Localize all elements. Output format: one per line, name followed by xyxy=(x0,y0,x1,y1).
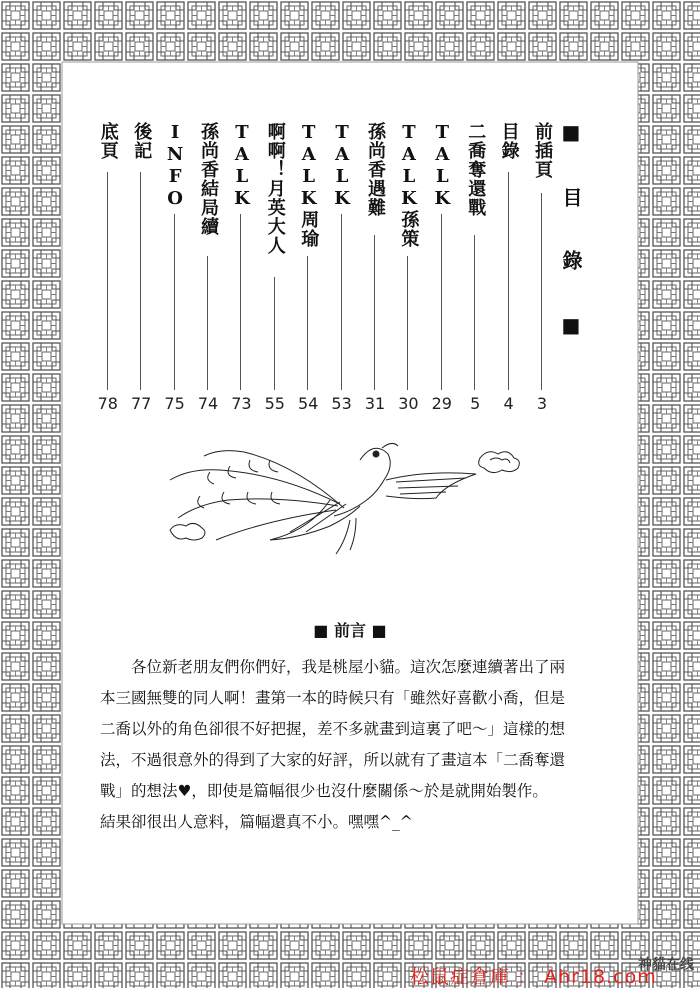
preface-line: 本三國無雙的同人啊！畫第一本的時候只有「雖然好喜歡小喬，但是 xyxy=(100,689,566,707)
preface-line: 各位新老朋友們你們好，我是桃屋小貓。這次怎麼連續著出了兩 xyxy=(131,658,566,676)
toc-entry xyxy=(293,122,323,412)
toc-entry-page: 75 xyxy=(164,394,185,413)
toc-leader-line xyxy=(508,172,509,390)
toc-entry-title: 孫尚香結局續 xyxy=(198,122,219,236)
toc-leader-line xyxy=(374,235,375,390)
toc-entry xyxy=(93,122,123,412)
preface-title: ■ 前言 ■ xyxy=(313,621,387,640)
toc-entry-page: 74 xyxy=(197,394,219,413)
toc-leader-line xyxy=(541,193,542,390)
preface-line: 戰」的想法♥，即使是篇幅很少也沒什麼關係～於是就開始製作。 xyxy=(100,782,548,800)
toc-entry-title: 後記 xyxy=(131,122,153,160)
toc-entry xyxy=(460,122,490,412)
toc-entry-title: TALK xyxy=(231,122,253,210)
toc-entry-page: 3 xyxy=(536,394,548,413)
toc-entry xyxy=(126,122,156,412)
toc-entry-page: 77 xyxy=(131,394,152,413)
toc-leader-line xyxy=(407,256,408,390)
toc-entry-title: TALK孫策 xyxy=(398,122,420,248)
toc-leader-line xyxy=(174,214,175,390)
toc-leader-line xyxy=(274,277,275,390)
toc-entry-title: TALK xyxy=(431,122,453,210)
phoenix-illustration xyxy=(150,430,530,560)
toc-leader-line xyxy=(341,214,342,390)
site-watermark xyxy=(410,957,700,988)
toc-entry-page: 73 xyxy=(231,394,252,413)
toc-entry xyxy=(260,122,290,412)
toc-entry-title: TALK xyxy=(331,122,353,210)
toc-entry xyxy=(527,122,557,412)
toc-entry-page: 29 xyxy=(431,394,452,413)
toc-leader-line xyxy=(107,172,108,390)
toc-entry-title: 前插頁 xyxy=(532,122,553,179)
toc-leader-line xyxy=(140,172,141,390)
toc-leader-line xyxy=(307,256,308,390)
toc-entry xyxy=(393,122,423,412)
toc-entry-title: TALK周瑜 xyxy=(298,122,320,248)
watermark-text: 松鼠症倉庫 ： Ahr18.com xyxy=(410,966,657,988)
toc-entry-title: 目錄 xyxy=(498,122,520,160)
toc-leader-line xyxy=(207,256,208,390)
toc-leader-line xyxy=(474,235,475,390)
preface-body xyxy=(100,652,610,838)
toc-entry-title: 孫尚香遇難 xyxy=(365,122,386,217)
toc-entry-page: 5 xyxy=(470,394,481,413)
toc-entry-title: INFO xyxy=(164,122,186,210)
toc-entry xyxy=(160,122,190,412)
toc-leader-line xyxy=(240,214,241,390)
toc-entry-page: 31 xyxy=(364,394,386,413)
toc-entry xyxy=(494,122,524,412)
toc-entry xyxy=(360,122,390,412)
toc-entry-page: 55 xyxy=(264,394,285,413)
toc-entry-title: 二喬奪還戰 xyxy=(465,122,487,217)
toc-entry-page: 30 xyxy=(398,394,419,413)
toc-leader-line xyxy=(441,214,442,390)
toc-entry-page: 54 xyxy=(298,394,319,413)
preface-line: 二喬以外的角色卻很不好把握，差不多就畫到這裏了吧～」這樣的想 xyxy=(100,720,566,738)
preface-line: 結果卻很出人意料，篇幅還真不小。嘿嘿^_^ xyxy=(100,813,413,831)
toc-entry-page: 78 xyxy=(97,394,118,413)
preface-line: 法，不過很意外的得到了大家的好評，所以就有了畫這本「二喬奪還 xyxy=(100,751,566,769)
toc-entry xyxy=(193,122,223,412)
toc-entry xyxy=(327,122,357,412)
toc-entry-title: 底頁 xyxy=(97,122,119,160)
watermark-logo: 神貓在线 xyxy=(638,957,694,973)
toc-entry-page: 53 xyxy=(331,394,352,413)
toc-entry-title: 啊啊！月英大人 xyxy=(264,122,286,255)
toc-entry xyxy=(427,122,457,412)
toc-entry xyxy=(226,122,256,412)
toc-entry-page: 4 xyxy=(503,394,514,413)
toc-header: ■ 目 錄 ■ xyxy=(559,120,583,355)
